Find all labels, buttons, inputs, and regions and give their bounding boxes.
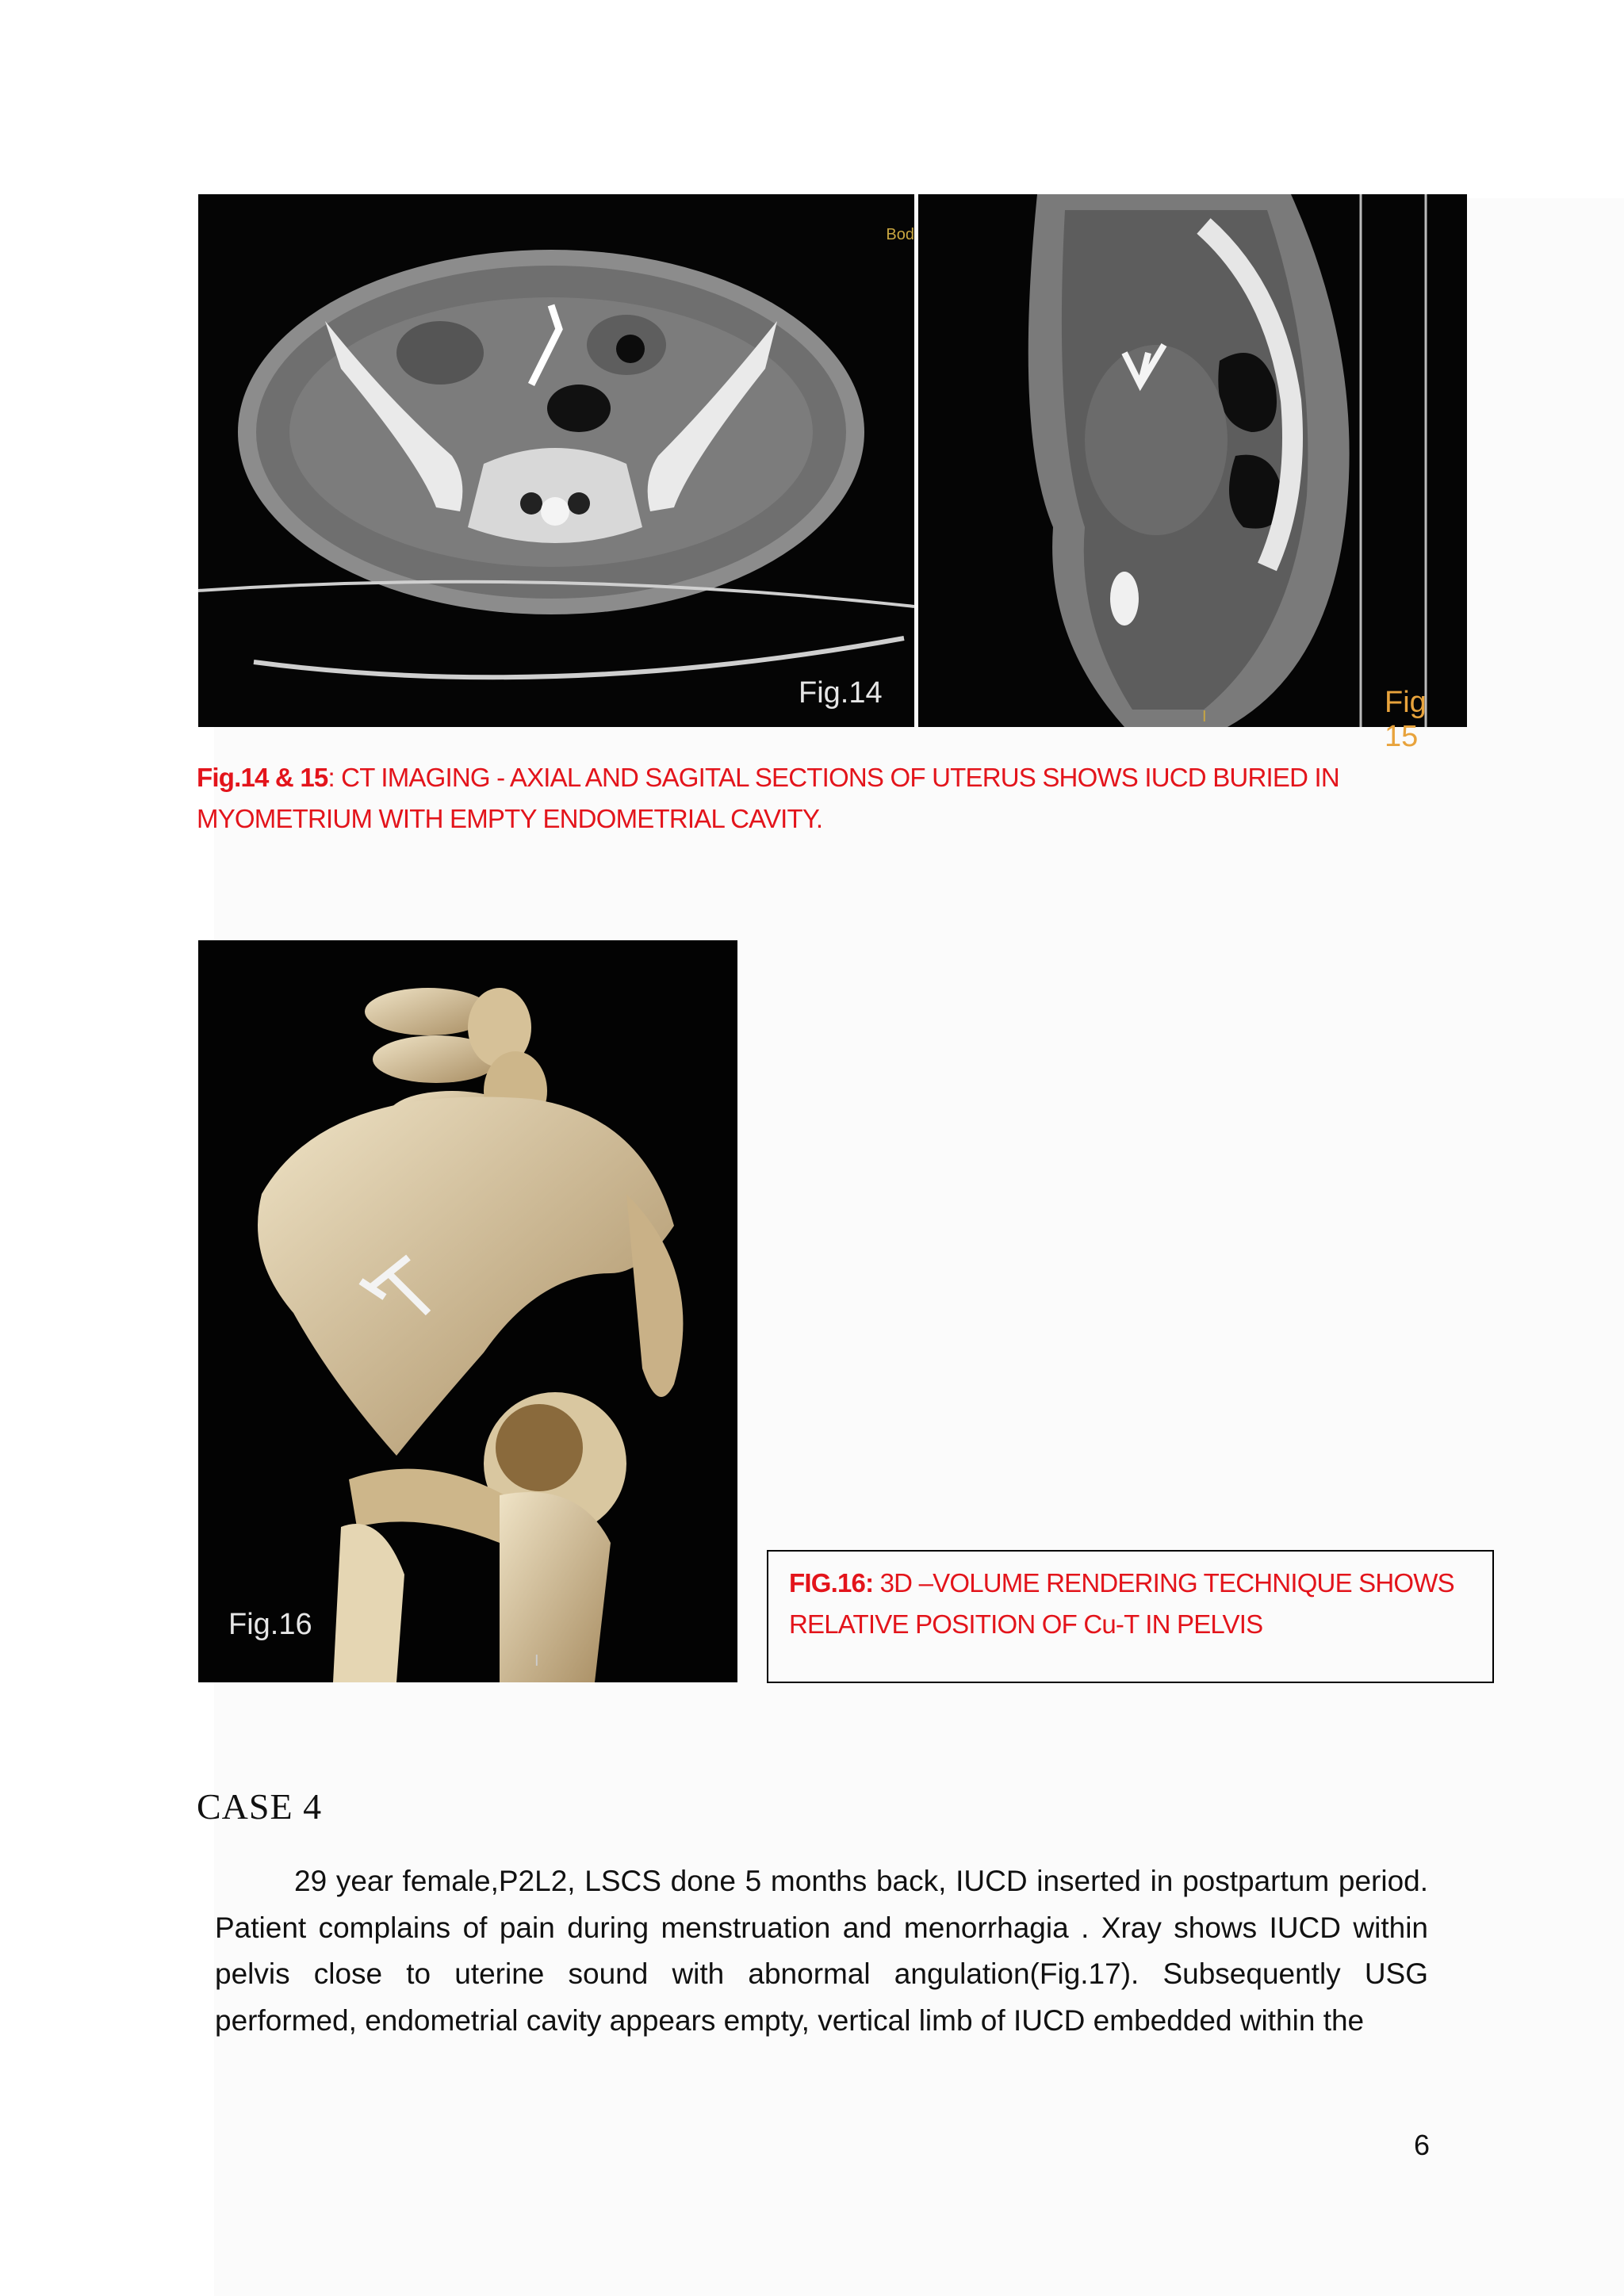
pelvis-3d-drawing — [198, 940, 737, 1682]
caption-lead: Fig.14 & 15 — [197, 763, 328, 792]
axial-ct-drawing — [198, 194, 914, 727]
fig16-bottom-mark: I — [534, 1652, 539, 1670]
fig16-label: Fig.16 — [228, 1608, 312, 1641]
fig15-label: Fig 15 — [1385, 686, 1427, 753]
fig16-3d-render-image — [198, 940, 737, 1682]
sagittal-ct-drawing — [918, 194, 1467, 727]
caption-text: CT IMAGING - AXIAL AND SAGITAL SECTIONS OF UTERUS SHOWS IUCD BURIED IN MYOMETRIUM WITH EMPTY ENDOMETRIAL CAVITY. — [197, 763, 1339, 833]
fig16-caption-box — [767, 1550, 1494, 1683]
fig15-bottom-mark: I — [1202, 708, 1207, 725]
caption-separator: : — [327, 763, 335, 792]
case-paragraph-text: 29 year female,P2L2, LSCS done 5 months back, IUCD inserted in postpartum period. Patient complains of pain during menstruation and menorrhagia . Xray shows IUCD within pelvis close to uterine sound with abnormal angulation(Fig.17). Subsequently USG performed, endometrial cavity appears empty, vertical limb of IUCD embedded within the — [215, 1865, 1428, 2037]
fig14-corner-label: Bod — [886, 226, 914, 243]
caption-lead: FIG.16: — [789, 1568, 874, 1598]
fig15-sagittal-ct-image — [918, 194, 1467, 753]
fig14-label: Fig.14 — [799, 676, 883, 710]
case-paragraph — [215, 1858, 1428, 2044]
page-number: 6 — [1414, 2129, 1431, 2161]
caption-text: 3D –VOLUME RENDERING TECHNIQUE SHOWS RELATIVE POSITION OF Cu-T IN PELVIS — [789, 1568, 1454, 1639]
fig14-axial-ct-image — [198, 194, 914, 727]
case-heading: CASE 4 — [197, 1786, 323, 1827]
fig16-caption — [789, 1563, 1472, 1645]
fig14-15-caption — [197, 757, 1402, 840]
